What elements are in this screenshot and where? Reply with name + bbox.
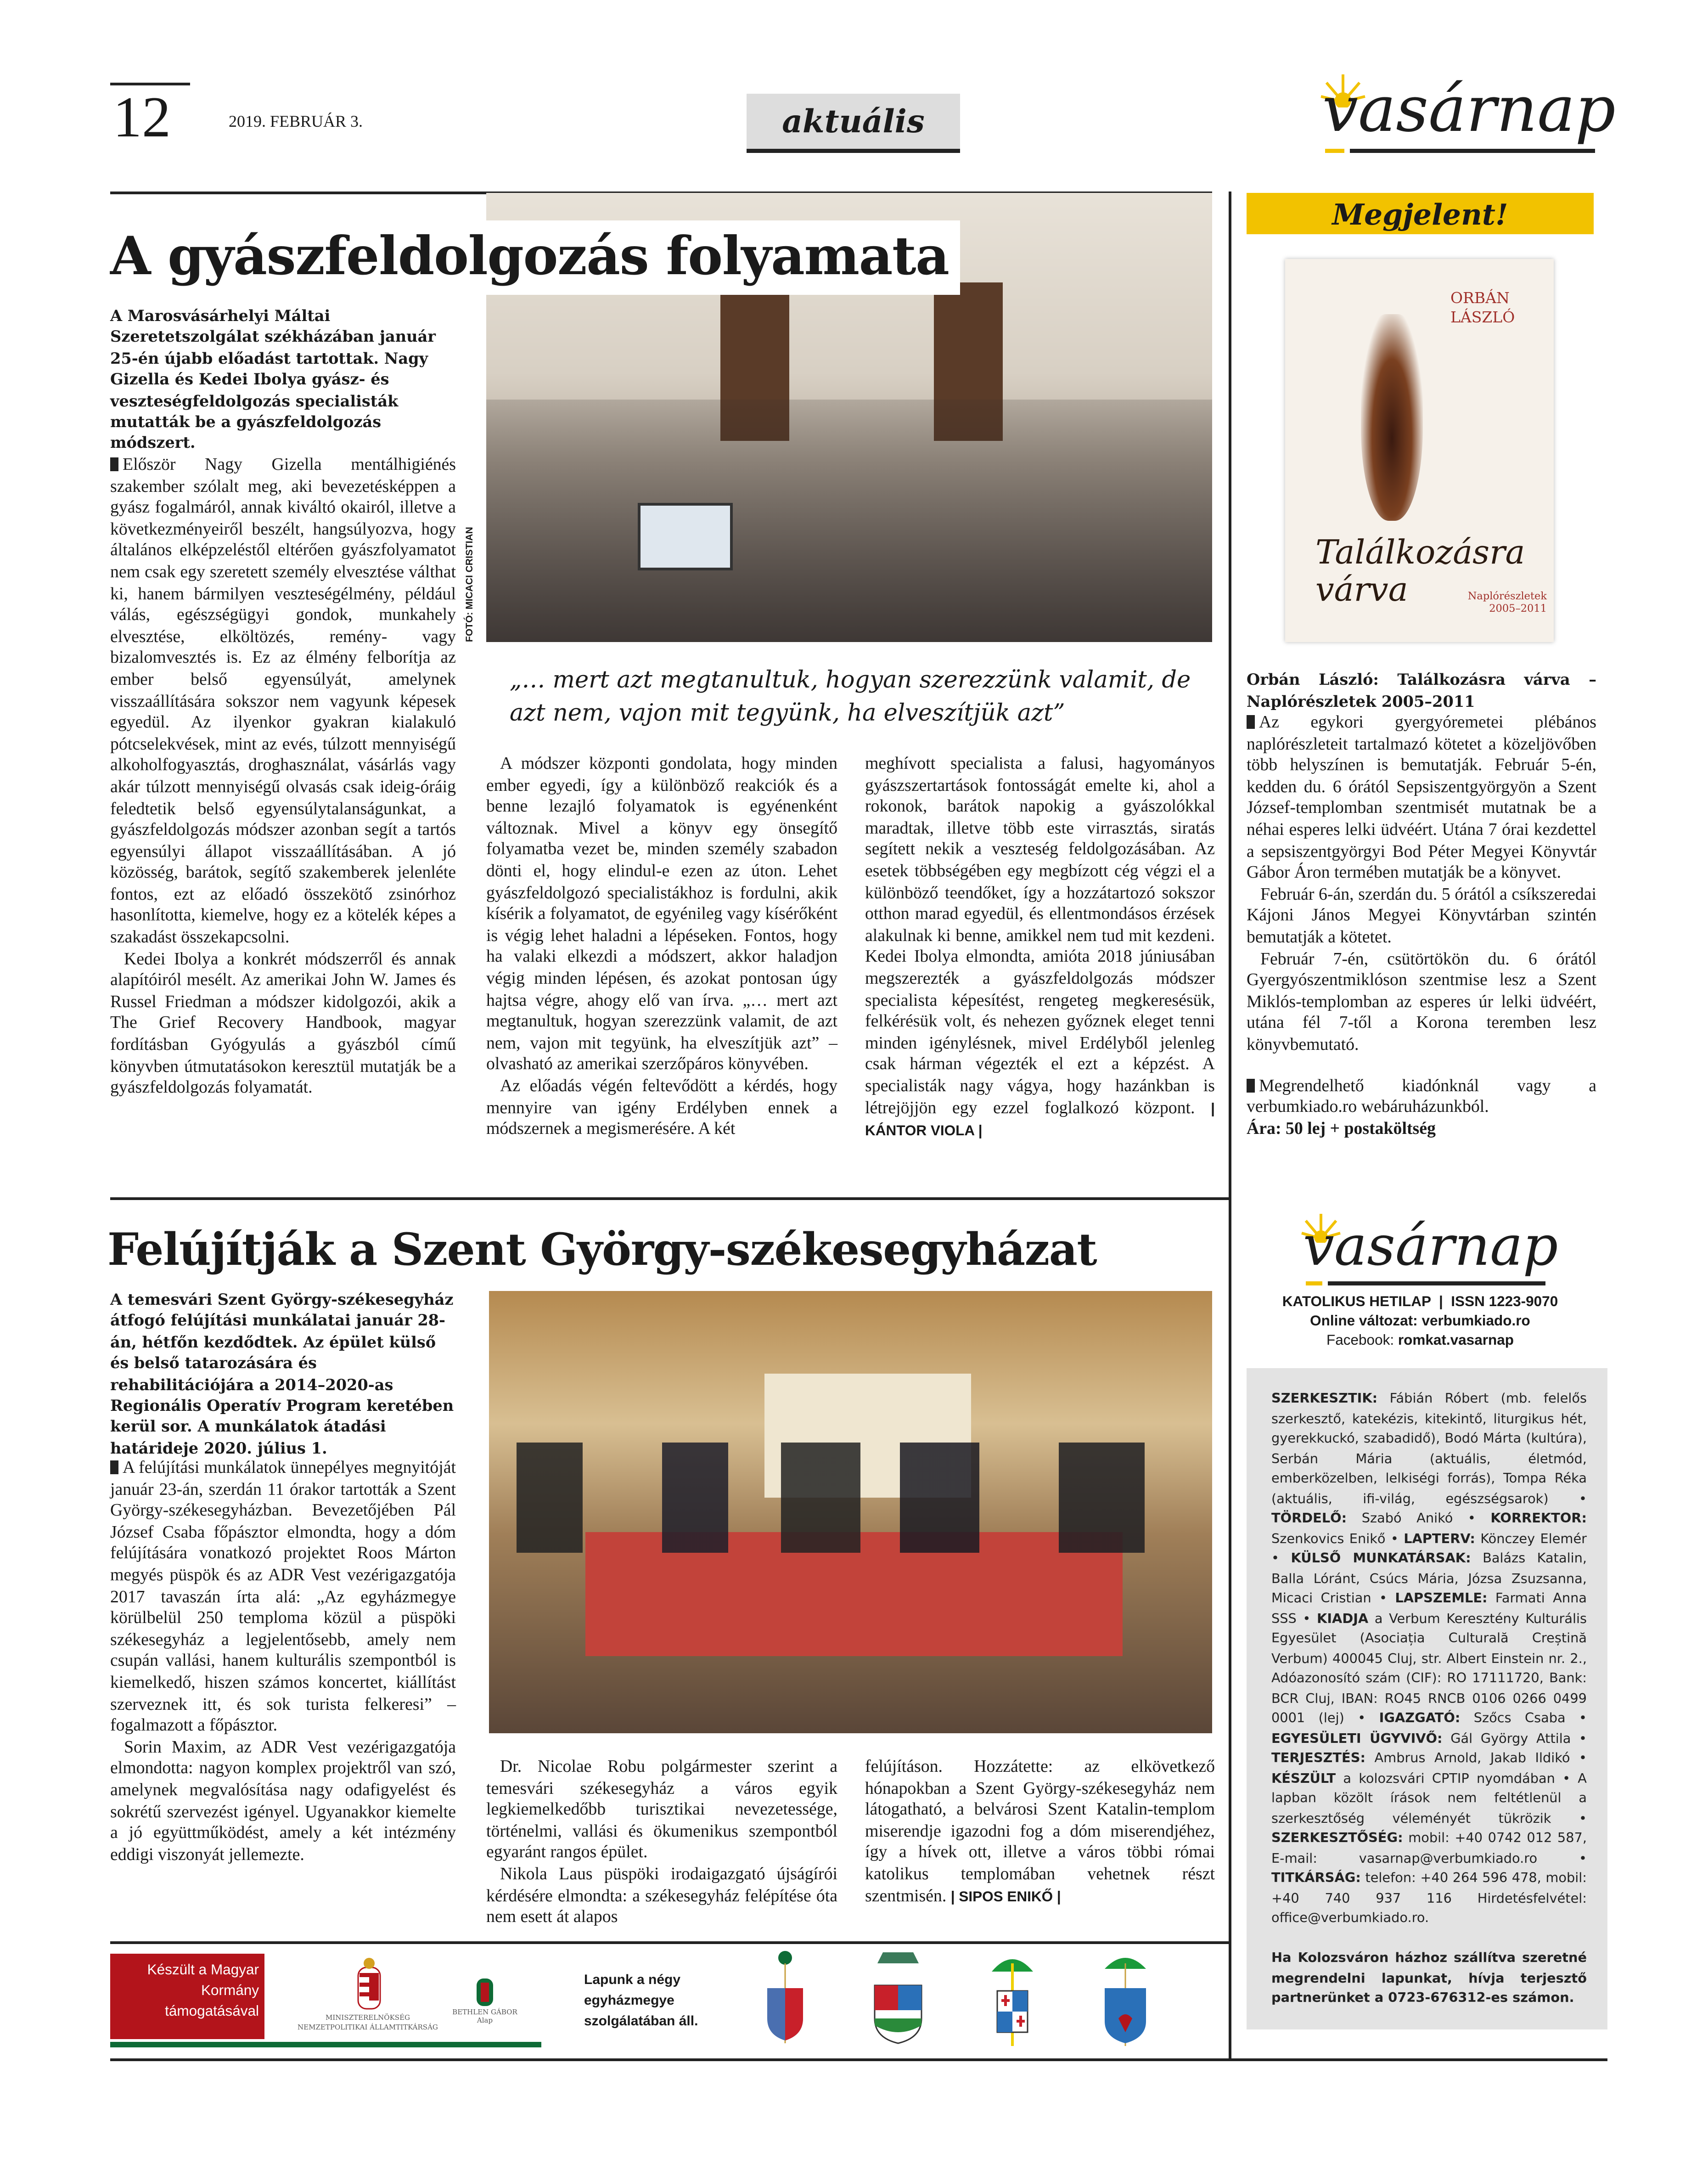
book-cover [1285, 259, 1554, 642]
ministry-text: MINISZTERELNÖKSÉG NEMZETPOLITIKAI ÁLLAMTITKÁRSÁG [298, 2014, 438, 2032]
government-support-banner [110, 1950, 541, 2046]
paragraph: Az egykori gyergyóremetei plébános naplórészleteit tartalmazó kötetet a közeljövőben több helyszínen is bemutatják. Február 5-én, kedden du. 6 órától Sepsiszentgyörgyön a Szent József-templomban szentmisét mutatnak be a néhai esperes lelki üdvéért. Utána 7 órai kezdettel a sepsiszentgyörgyi Bod Péter Megyei Könyvtár Gábor Áron termében mutatják be a könyvet. [1247, 712, 1596, 882]
paragraph: meghívott specialista a falusi, hagyományos gyászszertartások fontosságát emelte ki, ahol a rokonok, barátok napokig a gyászolókkal maradtak, illetve több este virrasztás, siratás segített nekik a veszteség feldolgozásában. Az esetek többségében egy megbízott cég végzi el a különböző teendőket, így a hozzátartozó sokszor otthon marad egyedül, és ellentmondásos érzések alakulnak ki benne, amikkel nem tud mit kezdeni. Kedei Ibolya elmondta, amióta 2018 júniusában megszerezték a gyászfeldolgozás módszer specialista képesítést, rengeteg megkeresésük, felkérésük volt, és nehezen győznek eleget tenni minden igénylésnek, mivel Erdélyből jelenleg csak hárman végezték el ezt a képzést. A specialisták nagy vágya, hogy hazánkban is létrejöjjön egy ezzel foglalkozó központ. [865, 754, 1215, 1117]
cover-artwork [1361, 314, 1423, 521]
staff-role-text: Ambrus Arnold, Jakab Ildikó • [1365, 1751, 1587, 1766]
cover-subtitle: Naplórészletek 2005–2011 [1467, 590, 1547, 614]
staff-role-text: Szőcs Csaba • [1460, 1711, 1587, 1726]
paragraph: Február 6-án, szerdán du. 5 órától a csíkszeredai Kájoni János Megyei Könyvtárban szintén bemutatják a kötetet. [1247, 884, 1596, 947]
staff-role-text: a Verbum Keresztény Kulturális Egyesület (Asociația Culturală Creștină Verbum) 400045 Cluj, str. Albert Einstein nr. 2., Adóazonosító szám (CIF): RO 17111720, Bank: BCR Cluj, IBAN: RO45 RNCB 0106 0266 0499 0001 (lej) • [1271, 1611, 1587, 1726]
staff-role-text: Balázs Katalin, Balla Lóránt, Csúcs Mária, Józsa Zsuzsanna, Micaci Cristian • [1271, 1551, 1587, 1606]
article1-col2 [486, 754, 837, 1140]
order-info: Megrendelhető kiadónknál vagy a verbumkiado.ro webáruházunkból. [1247, 1075, 1596, 1116]
staff-role-label: LAPSZEMLE: [1395, 1591, 1488, 1606]
masthead-logo [1303, 1212, 1558, 1295]
facebook-label: Facebook: [1326, 1332, 1394, 1349]
diocese-coat-of-arms-icon [1088, 1950, 1163, 2049]
staff-role-label: KORREKTOR: [1490, 1511, 1587, 1527]
paragraph: Az előadás végén feltevődött a kérdés, hogy mennyire van igény Erdélyben ennek a módszernek a megismerésére. A két [486, 1076, 837, 1139]
book-info [1247, 670, 1596, 1140]
cover-title: Találkozásra várva [1315, 533, 1525, 609]
cover-author: ORBÁN LÁSZLÓ [1450, 289, 1515, 327]
delivery-note: Ha Kolozsváron házhoz szállítva szeretné megrendelni lapunkat, hívja terjesztő partnerünket a 0723-676312-es számon. [1271, 1951, 1587, 2006]
logo-underline [1350, 149, 1595, 153]
hungarian-coat-of-arms-icon [355, 1956, 383, 2014]
staff-role-text: mobil: +40 0742 012 587, E-mail: vasarnap@verbumkiado.ro • [1271, 1831, 1587, 1866]
page-number: 12 [113, 87, 171, 150]
staff-role-text: Gál György Attila • [1442, 1731, 1587, 1747]
staff-role-label: EGYESÜLETI ÜGYVIVŐ: [1271, 1731, 1443, 1747]
support-text: Készült a Magyar Kormány támogatásával [147, 1962, 259, 2020]
staff-role-text: Szenkovics Enikő • [1271, 1531, 1404, 1547]
paragraph: A módszer központi gondolata, hogy minden ember egyedi, így a különböző reakciók és a benne lezajló folyamatok is egyénenként változnak. Mivel a könyv egy önsegítő folyamatba vezet be, minden személy szabadon dönti el, hogy elindul-e ezen az úton. Lehet gyászfeldolgozó specialistákhoz is fordulni, akik kísérik a folyamatot, de egyénileg vagy kísérőként is végig lehet haladni a lépéseken. Fontos, hogy ha valaki elkezdi a módszert, akkor haladjon végig minden lépésen, és azokat pontosan úgy hajtsa végre, ahogy elő van írva. „… mert azt megtanultuk, hogyan szerezzünk valamit, de azt nem, vajon mit tegyünk, ha elveszítjük azt” – olvasható az amerikai szerzőpáros könyvében. [486, 754, 837, 1074]
logo-underline [1328, 1281, 1545, 1285]
diocese-coat-of-arms-icon [751, 1950, 820, 2046]
staff-role-text: Szabó Anikó • [1347, 1511, 1491, 1527]
paragraph: A felújítási munkálatok ünnepélyes megnyitóját január 23-án, szerdán 11 órakor tartották a Szent György-székesegyházban. Bevezetőjében Pál József Csaba főpásztor elmondta, hogy a dóm felújítására vonatkozó projektet Roos Márton megyés püspök és az ADR Vest vezérigazgatója 2017 tavaszán írta alá: „Az egyházmegye körülbelül 250 temploma közül a püspöki székesegyház a legjelentősebb, amely nem csupán vallási, hanem kulturális szempontból is kiemelkedő, hiszen számos koncertet, kiállítást szerveznek itt, és sok turista felkeresi” – fogalmazott a főpásztor. [110, 1458, 456, 1735]
staff-role-label: TÖRDELŐ: [1271, 1511, 1347, 1527]
staff-box [1247, 1368, 1607, 2029]
footer-rule [110, 1941, 1229, 1944]
masthead-info [1247, 1292, 1594, 1350]
paragraph: Sorin Maxim, az ADR Vest vezérigazgatója elmondotta: nagyon komplex projektről van szó, amelynek megvalósítása nagy odafigyelést és sokrétű szervezést igényel. Ugyanakkor kiemelte a jó együttműködést, amely a két intézmény eddigi viszonyát jellemezte. [110, 1737, 456, 1864]
staff-role-label: TITKÁRSÁG: [1271, 1871, 1361, 1886]
paragraph: Kedei Ibolya a konkrét módszerről és annak alapítóiról mesélt. Az amerikai John W. James és Russel Friedman a módszer kidolgozói, akik a The Grief Recovery Handbook, magyar fordításban Gyógyulás a gyászból című könyvben útmutatásokon keresztül mutatják be a gyászfeldolgozás folyamatát. [110, 948, 456, 1097]
section-rule [110, 1197, 1229, 1200]
audience [486, 400, 1212, 642]
staff-role-text: telefon: +40 264 596 478, mobil: +40 740 937 116 Hirdetésfelvétel: office@verbumkiado.ro. [1271, 1871, 1587, 1926]
logo-underline-accent [1306, 1281, 1322, 1285]
staff-role-label: IGAZGATÓ: [1379, 1711, 1461, 1726]
online-label: Online változat: [1310, 1313, 1418, 1330]
issue-date: 2019. FEBRUÁR 3. [229, 112, 363, 131]
author-byline: | KÁNTOR VIOLA | [865, 1100, 1215, 1140]
staff-role-text: Fábián Róbert (mb. felelős szerkesztő, katekézis, kitekintő, liturgikus hét, gyerekkuckó, szabadidő), Bodó Márta (kultúra), Serbán Mária (aktuális, életmód, emberközelben, lelkiségi forrás), Tompa Réka (aktuális, ifi-világ, egészségsarok) • [1271, 1392, 1587, 1507]
paragraph: Dr. Nicolae Robu polgármester szerint a temesvári székesegyház a város egyik legkiemelkedőbb turisztikai nevezetessége, történelmi, vallási és ökumenikus szempontból egyaránt rangos épület. [486, 1757, 837, 1862]
page-number-rule [110, 83, 190, 85]
article1-col3 [865, 754, 1215, 1143]
author-byline: | SIPOS ENIKŐ | [950, 1888, 1061, 1905]
masthead-logo-text: vasárnap [1303, 1215, 1558, 1279]
logo-text: vasárnap [1322, 72, 1616, 146]
staff-role-text: a kolozsvári CPTIP nyomdában • A lapban közölt írások nem feltétlenül a szerkesztőség véleményét tükrözik • [1271, 1771, 1587, 1826]
cathedral-press-conference-photo [489, 1291, 1212, 1733]
staff-list [1271, 1390, 1587, 1930]
price: Ára: 50 lej + postaköltség [1247, 1118, 1436, 1138]
speakers [517, 1443, 1178, 1553]
column-divider [1229, 192, 1231, 2061]
new-release-banner: Megjelent! [1247, 193, 1594, 234]
vasarnap-logo [1322, 72, 1616, 157]
diocese-coats-of-arms [751, 1950, 1191, 2049]
paragraph-marker [1247, 715, 1255, 729]
support-green-stripe [110, 2042, 541, 2047]
facebook-link[interactable]: romkat.vasarnap [1398, 1332, 1514, 1349]
staff-role-label: KIADJA [1317, 1611, 1369, 1627]
article1-col1 [110, 455, 456, 1099]
section-label: aktuális [747, 94, 960, 153]
article2-col2 [486, 1757, 837, 1928]
book-caption-title: Orbán László: Találkozásra várva – Naplórészletek 2005–2011 [1247, 670, 1596, 710]
author-name: KÁNTOR VIOLA [865, 1123, 975, 1140]
article1-lead: A Marosvásárhelyi Máltai Szeretetszolgálat székházában január 25-én újabb előadást tartottak. Nagy Gizella és Kedei Ibolya gyász- és veszteségfeldolgozás specialisták mutatták be a gyászfeldolgozás módszert. [110, 306, 436, 453]
facebook-info [1247, 1331, 1594, 1350]
paragraph-marker [1247, 1078, 1255, 1092]
article2-headline: Felújítják a Szent György-székesegyházat [107, 1223, 1097, 1276]
paragraph: Február 7-én, csütörtökön du. 6 órától Gyergyószentmiklóson szentmise lesz a Szent Miklós-templomban az esperes úr lelki üdvéért, utána fél 7-től a Korona teremben lesz könyvbemutató. [1247, 948, 1596, 1054]
staff-role-text: Könczey Elemér • [1271, 1531, 1587, 1567]
logo-underline-accent [1325, 149, 1344, 153]
paragraph: Először Nagy Gizella mentálhigiénés szakember szólalt meg, aki bevezetésképpen a gyász fogalmáról, annak kiváltó okairól, illetve a következményeiről beszélt, hangsúlyozva, hogy általános elképzeléstől eltérően gyászfolyamatot nem csak egy szeretett személy elvesztése válthat ki, hanem bármilyen veszteségélmény, például válás, egészségügyi gondok, munkahely elvesztése, elköltözés, remény- vagy bizalomvesztés is. Ez az élmény felborítja az ember belső egyensúlyát, amelynek visszaállítására sokszor nem vagyunk képesek egyedül. Az ilyenkor gyakran kialakuló pótcselekvések, mint az evés, túlzott mennyiségű alkoholfogyasztás, droghasználat, vásárlás vagy akár túlzott mennyiségű olvasás csak ideig-óráig feledtetik belső egyensúlytalanságunkat, a gyászfeldolgozás módszer azonban segít a tartós egyensúlyi állapot visszaállításában. A jó közösség, barátok, segítő szakemberek jelenléte fontos, ezt az előadó összekötő zsinórhoz hasonlította, kiemelve, hogy ez a kötelék képes a szakadást összekapcsolni. [110, 455, 456, 947]
staff-role-label: KÜLSŐ MUNKATÁRSAK: [1291, 1551, 1471, 1567]
online-link[interactable]: verbumkiado.ro [1421, 1313, 1530, 1330]
laptop [638, 503, 733, 570]
bethlen-gabor-emblem-icon [475, 1977, 494, 2007]
staff-role-label: TERJESZTÉS: [1271, 1751, 1365, 1766]
article2-col1 [110, 1458, 456, 1866]
online-version [1247, 1312, 1594, 1331]
staff-role-text: Farmati Anna SSS • [1271, 1591, 1587, 1627]
article1-headline: A gyászfeldolgozás folyamata [105, 220, 960, 295]
staff-role-label: KÉSZÜLT [1271, 1771, 1336, 1787]
staff-role-label: LAPTERV: [1404, 1531, 1475, 1547]
paragraph: Nikola Laus püspöki irodaigazgató újságírói kérdésére elmondta: a székesegyház felépítése óta nem esett át alapos [486, 1864, 837, 1927]
staff-role-label: SZERKESZTŐSÉG: [1271, 1831, 1403, 1846]
article2-col3 [865, 1757, 1215, 1908]
publication-issn: KATOLIKUS HETILAP | ISSN 1223-9070 [1282, 1294, 1558, 1310]
author-name: SIPOS ENIKŐ [959, 1888, 1053, 1905]
paragraph-marker [110, 457, 118, 471]
paragraph-marker [110, 1460, 118, 1474]
pull-quote: „… mert azt megtanultuk, hogyan szerezzünk valamit, de azt nem, vajon mit tegyünk, ha elveszítjük azt” [510, 667, 1191, 727]
bethlen-gabor-text: BETHLEN GÁBOR Alap [452, 2009, 517, 2025]
bottom-rule [110, 2058, 1607, 2061]
article2-lead: A temesvári Szent György-székesegyház átfogó felújítási munkálatai január 28-án, hétfőn kezdődtek. Az épület külső és belső tatarozására és rehabilitációjára a 2014–2020-as Regionális Operatív Program keretében kerül sor. A munkálatok átadási határideje 2020. július 1. [110, 1290, 454, 1458]
photo-credit: FOTÓ: MICACI CRISTIAN [466, 527, 475, 642]
paragraph: felújításon. Hozzátette: az elkövetkező hónapokban a Szent György-székesegyház nem látogatható, a belvárosi Szent Katalin-templom miserendje igazodni fog a dóm miserendjéhez, így a hívek ott, illetve a város többi római katolikus templomában vehetnek részt szentmisén. [865, 1757, 1215, 1905]
diocese-coat-of-arms-icon [861, 1950, 935, 2049]
staff-role-label: SZERKESZTIK: [1271, 1392, 1378, 1407]
diocese-coat-of-arms-icon [978, 1950, 1047, 2049]
dioceses-service-text: Lapunk a négy egyházmegye szolgálatában áll. [584, 1973, 698, 2029]
